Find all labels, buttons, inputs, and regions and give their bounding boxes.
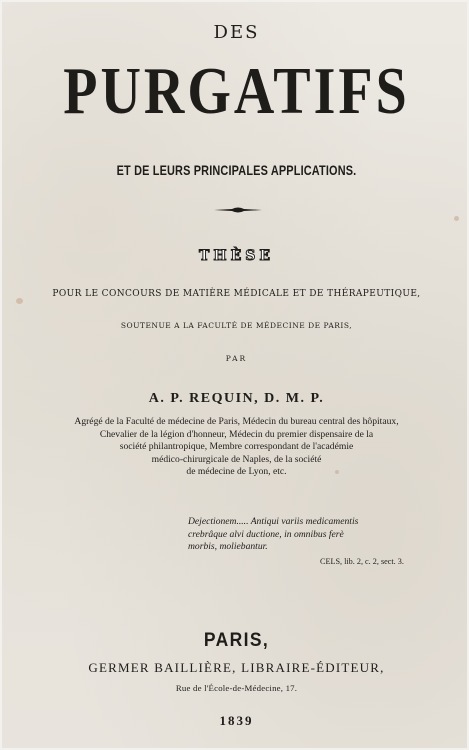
by-line: PAR: [225, 354, 248, 363]
credential-line: Agrégé de la Faculté de médecine de Paris, Médecin du bureau central des hôpitaux,: [74, 416, 399, 427]
subtitle: ET DE LEURS PRINCIPALES APPLICATIONS.: [116, 162, 357, 178]
ornament-divider-icon: [212, 206, 264, 214]
credential-line: médico-chirurgicale de Naples, de la société: [151, 453, 322, 465]
main-title: PURGATIFS: [63, 54, 410, 129]
epigraph-line: crebrâque alvi ductione, in omnibus ferè: [188, 528, 344, 540]
epigraph-line: Dejectionem..... Antiqui variis medicamentis: [188, 516, 359, 527]
pre-title: DES: [213, 22, 260, 43]
credential-line: Chevalier de la légion d'honneur, Médecin du premier dispensaire de la: [99, 428, 374, 440]
credential-line: de médecine de Lyon, etc.: [186, 466, 287, 478]
imprint-address: Rue de l'École-de-Médecine, 17.: [175, 683, 298, 693]
imprint-year: 1839: [219, 713, 254, 728]
imprint-city: PARIS,: [203, 630, 270, 651]
thesis-purpose: POUR LE CONCOURS DE MATIÈRE MÉDICALE ET DE THÉRAPEUTIQUE,: [52, 289, 421, 299]
thesis-venue: SOUTENUE A LA FACULTÉ DE MÉDECINE DE PARIS,: [120, 321, 353, 330]
paper-stain: [454, 216, 459, 221]
epigraph-line: morbis, moliebantur.: [188, 541, 268, 552]
imprint-publisher: GERMER BAILLIÈRE, LIBRAIRE-ÉDITEUR,: [88, 660, 385, 675]
epigraph-source: CELS, lib. 2, c. 2, sect. 3.: [320, 556, 404, 566]
credential-line: société philantropique, Membre correspondant de l'académie: [119, 441, 354, 453]
author-name: A. P. REQUIN, D. M. P.: [148, 391, 325, 406]
document-type: THÈSE: [198, 248, 275, 264]
epigraph: [188, 516, 448, 568]
author-credentials: [30, 416, 443, 479]
